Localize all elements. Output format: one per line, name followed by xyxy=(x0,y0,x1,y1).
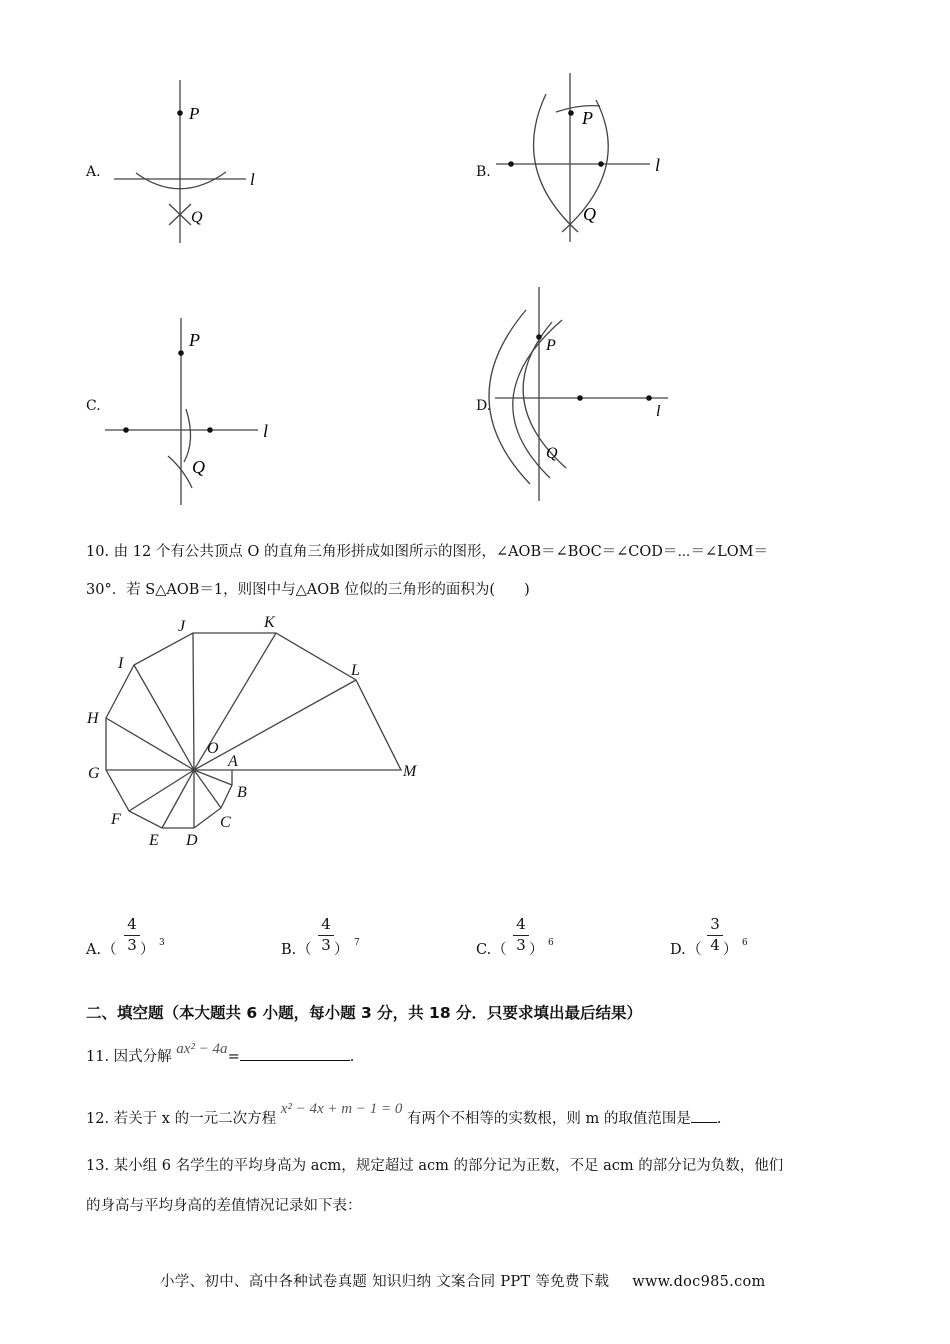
q12-suffix: 有两个不相等的实数根，则 m 的取值范围是 xyxy=(406,1111,691,1127)
fig-d-label-q: Q xyxy=(546,445,558,462)
q12-equation: x² − 4x + m − 1 = 0 xyxy=(280,1101,403,1117)
q12-prefix: 12. 若关于 x 的一元二次方程 xyxy=(86,1111,277,1127)
q11 xyxy=(86,1041,355,1067)
q10-choice-b-fraction xyxy=(316,915,336,954)
q10-choice-c-lparen: （ xyxy=(492,942,507,958)
q10-stem-line1: 10. 由 12 个有公共顶点 O 的直角三角形拼成如图所示的图形，∠AOB＝∠BOC＝∠COD＝⋯＝∠LOM＝ xyxy=(86,544,768,560)
q10-label-i: I xyxy=(118,655,124,672)
q11-answer-blank[interactable] xyxy=(240,1060,350,1061)
fig-a-label-p: P xyxy=(189,104,200,123)
fraction-denominator: 4 xyxy=(710,936,720,954)
q10-choice-c-label: C. xyxy=(476,942,492,958)
q10-label-b: B xyxy=(237,784,247,801)
q10-spoke-h xyxy=(106,718,194,770)
q11-period: . xyxy=(349,1049,355,1065)
q11-equals: = xyxy=(227,1049,240,1065)
q10-choice-a-exponent: 3 xyxy=(159,938,165,948)
q10-choice-c-rparen: ） xyxy=(529,942,544,958)
fig-b-label-q: Q xyxy=(583,204,596,224)
q9-option-c-label: C. xyxy=(86,398,101,414)
q10-choice-d-label: D. xyxy=(670,942,686,958)
fraction-numerator: 4 xyxy=(127,915,137,933)
q10-label-h: H xyxy=(87,710,99,727)
q10-choice-b-lparen: （ xyxy=(297,942,312,958)
q10-spoke-e xyxy=(162,770,194,828)
fraction-numerator: 4 xyxy=(516,915,526,933)
q10-label-k: K xyxy=(264,614,275,631)
q10-choice-c-exponent: 6 xyxy=(548,938,554,948)
q9-option-b-label: B. xyxy=(476,164,491,180)
q10-label-d: D xyxy=(186,832,198,849)
fig-c-label-p: P xyxy=(189,330,200,350)
q13-stem-line2: 的身高与平均身高的差值情况记录如下表： xyxy=(86,1198,362,1214)
q10-spoke-i xyxy=(134,665,194,770)
q10-stem-line2: 30°．若 S△AOB＝1，则图中与△AOB 位似的三角形的面积为( ) xyxy=(86,582,530,598)
q10-label-f: F xyxy=(111,811,121,828)
fraction-denominator: 3 xyxy=(516,936,526,954)
section-2-heading xyxy=(86,1001,642,1023)
fig-c-label-l: l xyxy=(263,421,269,441)
q10-choice-b-label: B. xyxy=(281,942,297,958)
fig-d-label-l: l xyxy=(656,403,661,420)
fig-b-label-l: l xyxy=(655,155,661,175)
q9-option-a-label: A. xyxy=(86,164,101,180)
fig-c-label-q: Q xyxy=(192,457,205,477)
q10-choice-a-rparen: ） xyxy=(140,942,155,958)
fraction-denominator: 3 xyxy=(127,936,137,954)
q11-expression: ax² − 4a xyxy=(176,1041,228,1057)
q10-choice-d-lparen: （ xyxy=(687,942,702,958)
q12 xyxy=(86,1101,722,1129)
q10-label-l: L xyxy=(351,662,360,679)
fraction-numerator: 3 xyxy=(710,915,720,933)
q10-label-c: C xyxy=(220,814,231,831)
footer-url-link[interactable]: www.doc985.com xyxy=(632,1274,766,1290)
q10-choice-c-fraction xyxy=(511,915,531,954)
q9-option-d-label: D. xyxy=(476,398,492,414)
page-footer xyxy=(160,1270,766,1291)
fraction-denominator: 3 xyxy=(321,936,331,954)
q12-period: . xyxy=(716,1111,722,1127)
footer-text: 小学、初中、高中各种试卷真题 知识归纳 文案合同 PPT 等免费下载 xyxy=(160,1274,610,1290)
q10-choice-d-rparen: ） xyxy=(723,942,738,958)
section-2-heading-text: 二、填空题（本大题共 6 小题，每小题 3 分，共 18 分．只要求填出最后结果） xyxy=(86,1004,643,1022)
q10-choice-a-label: A. xyxy=(86,942,102,958)
fig-a-label-q: Q xyxy=(191,209,203,226)
q10-choice-b-rparen: ） xyxy=(334,942,349,958)
q10-label-o: O xyxy=(207,740,219,757)
q12-answer-blank[interactable] xyxy=(691,1122,717,1123)
q10-choice-a-fraction xyxy=(122,915,142,954)
q10-choice-a-lparen: （ xyxy=(102,942,117,958)
q10-label-e: E xyxy=(149,832,159,849)
fig-b-label-p: P xyxy=(582,108,593,128)
fig-a-label-l: l xyxy=(250,170,255,189)
q11-prefix: 11. 因式分解 xyxy=(86,1049,172,1065)
q10-choice-b-exponent: 7 xyxy=(354,938,360,948)
q10-spoke-f xyxy=(129,770,194,811)
q10-label-m: M xyxy=(403,763,417,780)
fig-d-label-p: P xyxy=(546,337,556,354)
q10-label-a: A xyxy=(228,753,238,770)
q13-stem-line1: 13. 某小组 6 名学生的平均身高为 acm，规定超过 acm 的部分记为正数，不足 acm 的部分记为负数，他们 xyxy=(86,1158,784,1174)
fraction-numerator: 4 xyxy=(321,915,331,933)
q10-label-g: G xyxy=(88,765,100,782)
q10-choice-d-exponent: 6 xyxy=(742,938,748,948)
q10-label-j: J xyxy=(178,618,186,635)
q10-choice-d-fraction xyxy=(705,915,725,954)
q10-spoke-j xyxy=(193,633,194,770)
